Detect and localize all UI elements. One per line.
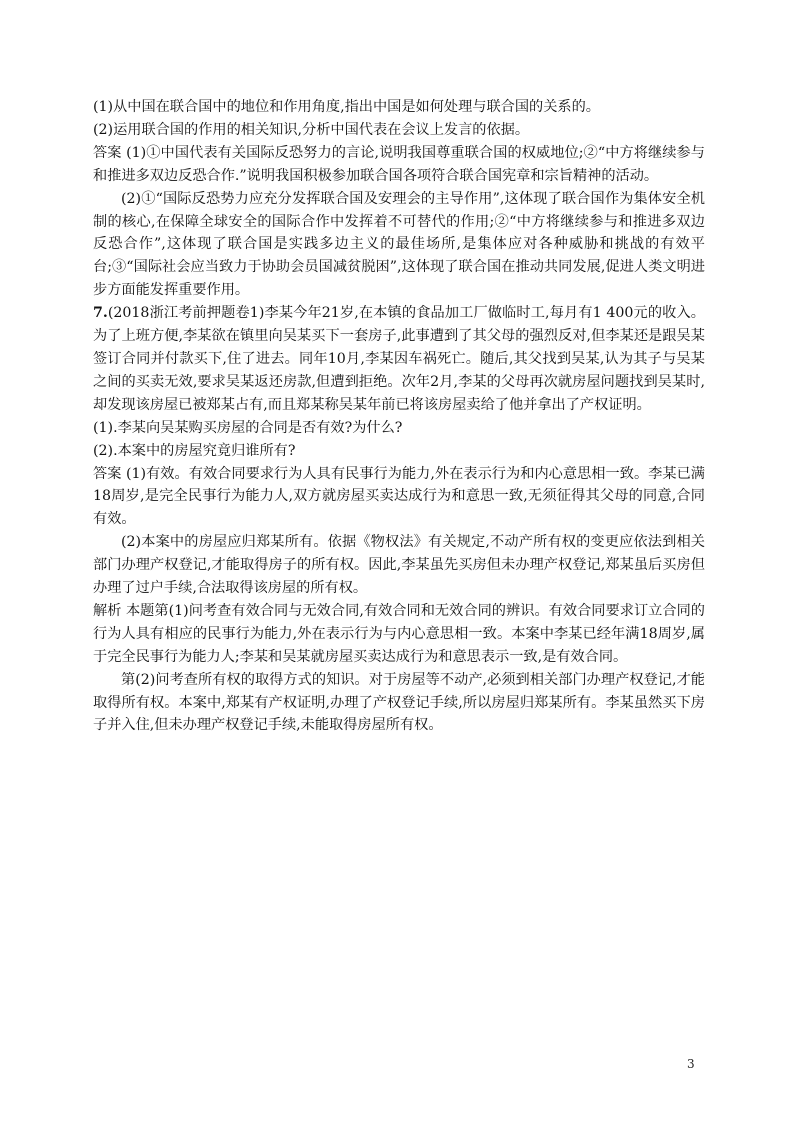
prev-answer-part-1: 答案 (1)①中国代表有关国际反恐努力的言论,说明我国尊重联合国的权威地位;②“中方将继续参与和推进多双边反恐合作.”说明我国积极参加联合国各项符合联合国宪章和宗旨精神的活动。: [93, 144, 705, 184]
question-7-analysis-part-1: 解析 本题第(1)问考查有效合同与无效合同,有效合同和无效合同的辨识。有效合同要求订立合同的行为人具有相应的民事行为能力,外在表示行为与内心意思相一致。本案中李某已经年满18周岁,属于完全民事行为能力人;李某和吴某就房屋买卖达成行为和意思表示一致,是有效合同。: [93, 602, 705, 665]
question-7-analysis-part-2: 第(2)问考查所有权的取得方式的知识。对于房屋等不动产,必须到相关部门办理产权登记,才能取得所有权。本案中,郑某有产权证明,办理了产权登记手续,所以房屋归郑某所有。李某虽然买下房子并入住,但未办理产权登记手续,未能取得房屋所有权。: [93, 671, 705, 734]
question-7-sub-1: (1).李某向吴某购买房屋的合同是否有效?为什么?: [93, 419, 403, 436]
question-7-answer-part-2: (2)本案中的房屋应归郑某所有。依据《物权法》有关规定,不动产所有权的变更应依法到相关部门办理产权登记,才能取得房子的所有权。因此,李某虽先买房但未办理产权登记,郑某虽后买房但办理了过户手续,合法取得该房屋的所有权。: [93, 534, 705, 597]
question-7-sub-2: (2).本案中的房屋究竟归谁所有?: [93, 442, 296, 459]
question-7-stem-paragraph: [93, 302, 705, 417]
question-7-answer-part-1: 答案 (1)有效。有效合同要求行为人具有民事行为能力,外在表示行为和内心意思相一致。李某已满18周岁,是完全民事行为能力人,双方就房屋买卖达成行为和意思一致,无须征得其父母的同意,合同有效。: [93, 465, 705, 528]
page-number: 3: [687, 1057, 695, 1071]
prev-answer-part-2: (2)①“国际反恐势力应充分发挥联合国及安理会的主导作用”,这体现了联合国作为集体安全机制的核心,在保障全球安全的国际合作中发挥着不可替代的作用;②“中方将继续参与和推进多双边反恐合作”,这体现了联合国是实践多边主义的最佳场所,是集体应对各种威胁和挑战的有效平台;③“国际社会应当致力于协助会员国减贫脱困”,这体现了联合国在推动共同发展,促进人类文明进步方面能发挥重要作用。: [93, 190, 705, 299]
page-content: [93, 96, 705, 737]
question-7-number: 7.: [93, 305, 108, 322]
prev-question-2: (2)运用联合国的作用的相关知识,分析中国代表在会议上发言的依据。: [93, 121, 530, 138]
prev-question-1: (1)从中国在联合国中的地位和作用角度,指出中国是如何处理与联合国的关系的。: [93, 99, 600, 115]
question-7-stem: (2018浙江考前押题卷1)李某今年21岁,在本镇的食品加工厂做临时工,每月有1 400元的收入。为了上班方便,李某欲在镇里向吴某买下一套房子,此事遭到了其父母的强烈反对,但李某还是跟吴某签订合同并付款买下,住了进去。同年10月,李某因车祸死亡。随后,其父找到吴某,认为其子与吴某之间的买卖无效,要求吴某返还房款,但遭到拒绝。次年2月,李某的父母再次就房屋问题找到吴某时,却发现该房屋已被郑某占有,而且郑某称吴某年前已将该房屋卖给了他并拿出了产权证明。: [93, 305, 705, 413]
